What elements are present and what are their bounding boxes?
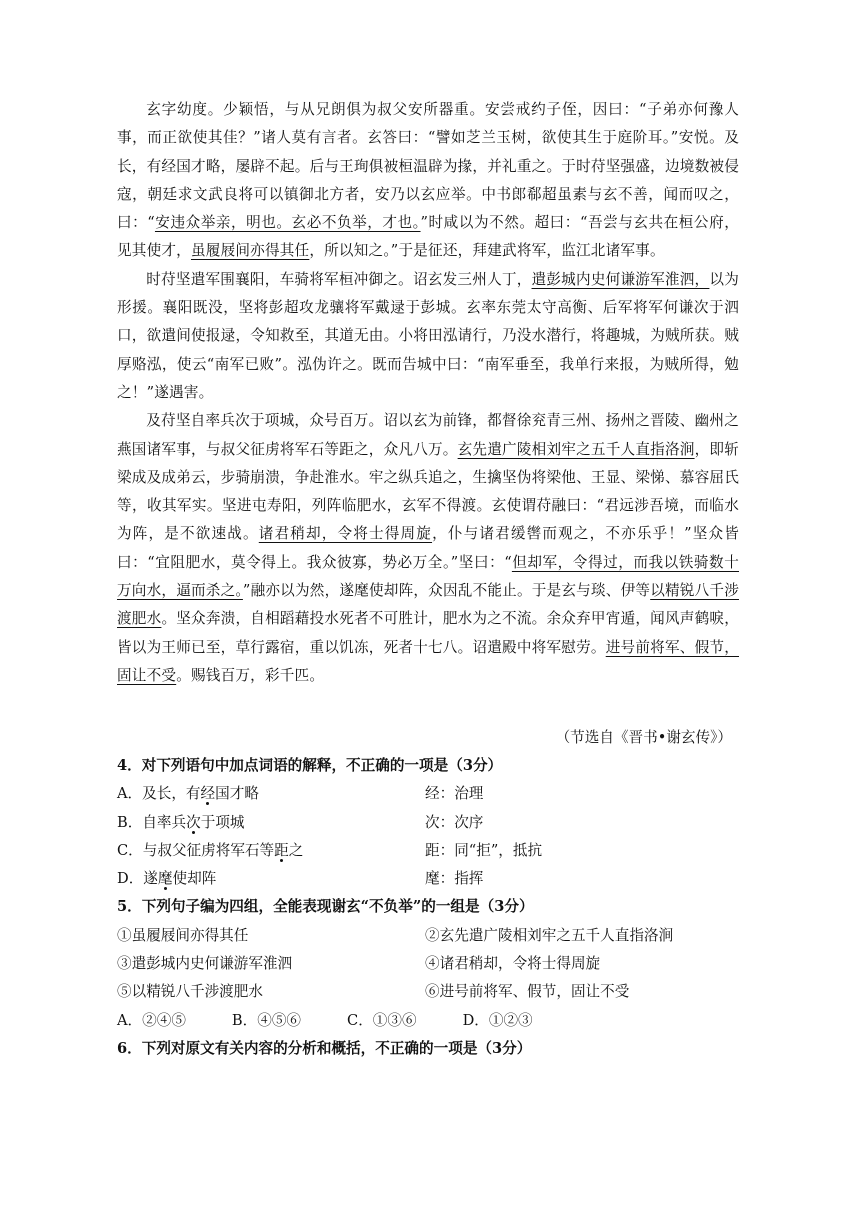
- underlined-sentence: 玄先遣广陵相刘牢之五千人直指洛涧: [457, 440, 695, 458]
- answer-choice: C．①③⑥: [347, 1011, 417, 1029]
- question-5-item: ①虽履屐间亦得其任: [117, 926, 249, 944]
- passage-text: 及苻坚自率兵次于项城，众号百万。诏以玄为前锋，都督徐兖青三州、扬州之晋陵、幽州之燕国诸军事，与叔父征虏将军石等距之，众凡八万。: [117, 412, 739, 458]
- option-sentence: [117, 865, 425, 893]
- option-gloss: 经：治理: [425, 785, 484, 803]
- option-sentence: [117, 780, 425, 808]
- question-5-item: ③遣彭城内史何谦游军淮泗: [117, 955, 293, 973]
- underlined-sentence: 诸君稍却，令将士得周旋: [258, 525, 433, 543]
- passage-paragraph-2: [117, 266, 739, 407]
- option-sentence-before: A．及长，有: [117, 785, 201, 803]
- option-gloss: 距：同“拒”，抵抗: [425, 841, 543, 859]
- question-5-item: ⑤以精锐八千涉渡肥水: [117, 983, 263, 1001]
- question-4-options: [117, 780, 739, 893]
- answer-choice: D．①②③: [462, 1011, 533, 1029]
- passage-text: 。赐钱百万，彩千匹。: [176, 666, 325, 684]
- dotted-word: 次: [186, 813, 201, 831]
- question-5-item-row: [117, 922, 739, 950]
- passage-text: ”融亦以为然，遂麾使却阵，众因乱不能止。于是玄与琰、伊等: [242, 582, 651, 600]
- question-5-item-row: [117, 950, 739, 978]
- question-4-option: [117, 837, 739, 865]
- underlined-sentence: 以精锐八千涉渡肥水: [117, 582, 739, 628]
- question-4-stem: 4．对下列语句中加点词语的解释，不正确的一项是（3分）: [117, 757, 503, 774]
- underlined-sentence: 但却军，令得过，而我以铁骑数十万向水，逼而杀之。: [117, 553, 739, 600]
- passage-text: ，仆与诸君缓辔而观之，不亦乐乎！”坚众皆曰：“宜阻肥水，莫令得上。我众彼寡，势必万全。”坚曰：“: [117, 525, 740, 571]
- question-6-stem: 6．下列对原文有关内容的分析和概括，不正确的一项是（3分）: [117, 1039, 532, 1057]
- passage-source: （节选自《晋书•谢玄传》）: [555, 729, 732, 746]
- dotted-word: 麾: [157, 870, 173, 888]
- option-sentence-after: 使却阵: [172, 870, 217, 888]
- question-5-choices: [117, 1007, 739, 1035]
- option-sentence-before: C．与叔父征虏将军石等: [117, 841, 275, 859]
- option-sentence-after: 于项城: [200, 813, 245, 831]
- answer-choice: A．②④⑤: [117, 1011, 186, 1029]
- answer-choice: B．④⑤⑥: [231, 1011, 302, 1029]
- option-sentence-after: 之: [288, 841, 304, 859]
- question-5-items: [117, 922, 739, 1007]
- option-sentence: [117, 809, 425, 837]
- dotted-word: 经: [200, 785, 216, 803]
- underlined-sentence: 安违众举亲，明也。玄必不负举，才也。: [154, 214, 421, 232]
- dotted-word: 距: [274, 841, 289, 859]
- underlined-sentence: 遣彭城内史何谦游军淮泗，: [531, 270, 710, 288]
- underlined-sentence: 虽履屐间亦得其任: [190, 242, 310, 260]
- option-sentence-before: D．遂: [117, 870, 158, 888]
- option-sentence: [117, 837, 425, 865]
- question-5-item-row: [117, 978, 739, 1006]
- option-sentence-after: 国才略: [215, 785, 259, 803]
- passage-text: 。坚众奔溃，自相蹈藉投水死者不可胜计，肥水为之不流。余众弃甲宵遁，闻风声鹤唳，皆以为王师已至，草行露宿，重以饥冻，死者十七八。诏遣殿中将军慰劳。: [117, 610, 739, 656]
- question-5-item: ⑥进号前将军、假节，固让不受: [425, 983, 630, 1001]
- question-5-item: ④诸君稍却，令将士得周旋: [425, 955, 601, 973]
- option-gloss: 次：次序: [425, 813, 484, 831]
- question-4-option: [117, 780, 739, 808]
- passage-text: 时苻坚遣军围襄阳，车骑将军桓冲御之。诏玄发三州人丁，: [146, 270, 532, 288]
- passage-text: ”时咸以为不然。超曰：“吾尝与玄共在桓公府，见其使才，: [117, 214, 740, 260]
- question-5-item: ②玄先遣广陵相刘牢之五千人直指洛涧: [425, 926, 674, 944]
- passage-paragraph-3: [117, 407, 739, 690]
- option-sentence-before: B．自率兵: [117, 813, 187, 831]
- question-4-option: [117, 809, 739, 837]
- passage-text: 玄字幼度。少颖悟，与从兄朗俱为叔父安所器重。安尝戒约子侄，因曰：“子弟亦何豫人事，而正欲使其佳？”诸人莫有言者。玄答曰：“譬如芝兰玉树，欲使其生于庭阶耳。”安悦。及长，有经国才略，屡辟不起。后与王珣俱被桓温辟为掾，并礼重之。于时苻坚强盛，边境数被侵寇，朝廷求文武良将可以镇御北方者，安乃以玄应举。中书郎郗超虽素与玄不善，闻而叹之，曰：“: [117, 101, 739, 232]
- question-4-option: [117, 865, 739, 893]
- passage-text: 以为形援。襄阳既没，坚将彭超攻龙骧将军戴逯于彭城。玄率东莞太守高衡、后军将军何谦次于泗口，欲遣间使报逯，令知救至，其道无由。小将田泓请行，乃没水潜行，将趣城，为贼所获。贼厚赂泓，使云“南军已败”。泓伪许之。既而告城中曰：“南军垂至，我单行来报，为贼所得，勉之！”遂遇害。: [117, 270, 740, 401]
- classical-passage: [117, 96, 739, 690]
- passage-text: ，即斩梁成及成弟云，步骑崩溃，争赴淮水。牢之纵兵追之，生擒坚伪将梁他、王显、梁悌、慕容屈氏等，收其军实。坚进屯寿阳，列阵临肥水，玄军不得渡。玄使谓苻融曰：“君远涉吾境，而临水为阵，是不欲速战。: [117, 440, 739, 543]
- option-gloss: 麾：指挥: [425, 870, 484, 888]
- question-5-stem: 5．下列句子编为四组，全能表现谢玄“不负举”的一组是（3分）: [117, 898, 534, 916]
- questions: [117, 752, 739, 1063]
- passage-paragraph-1: [117, 96, 739, 266]
- underlined-sentence: 进号前将军、假节，固让不受: [117, 638, 739, 684]
- passage-text: ，所以知之。”于是征还，拜建武将军，监江北诸军事。: [309, 242, 665, 260]
